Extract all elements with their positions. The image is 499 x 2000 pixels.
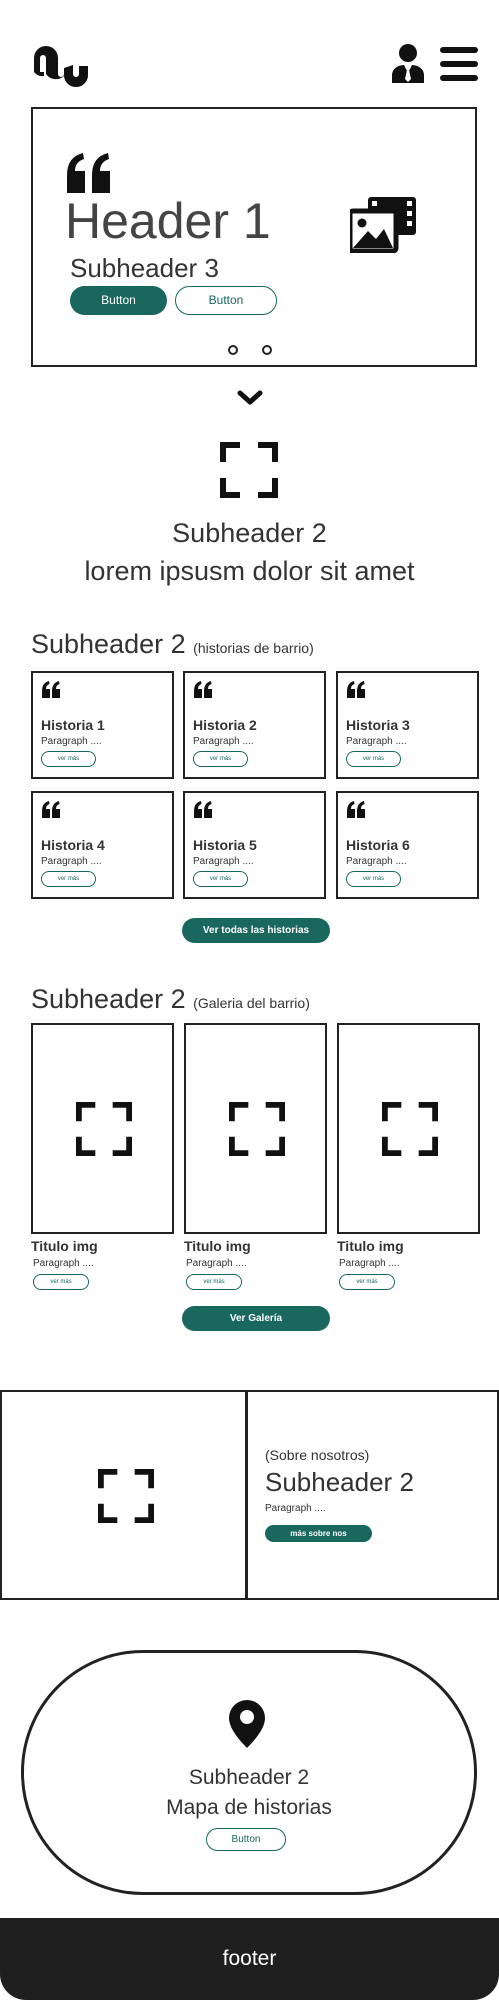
hero-secondary-button[interactable]: Button	[175, 286, 277, 315]
quote-icon	[193, 801, 213, 819]
story-paragraph: Paragraph ....	[41, 856, 102, 867]
gallery-item-title: Titulo img	[337, 1238, 404, 1254]
story-title: Historia 4	[41, 837, 105, 853]
story-paragraph: Paragraph ....	[193, 736, 254, 747]
gallery-button[interactable]: Ver Galería	[182, 1306, 330, 1331]
map-button[interactable]: Button	[206, 1828, 286, 1851]
story-card[interactable]	[336, 791, 479, 899]
expand-icon	[382, 1101, 438, 1157]
gallery-image[interactable]	[184, 1023, 327, 1234]
story-title: Historia 5	[193, 837, 257, 853]
expand-icon	[76, 1101, 132, 1157]
expand-icon	[220, 442, 278, 498]
user-tie-icon[interactable]	[390, 43, 426, 83]
about-button[interactable]: más sobre nos	[265, 1525, 372, 1542]
gallery-item-paragraph: Paragraph ....	[186, 1258, 247, 1269]
quote-icon	[346, 801, 366, 819]
story-title: Historia 1	[41, 717, 105, 733]
story-title: Historia 2	[193, 717, 257, 733]
hero-primary-button[interactable]: Button	[70, 286, 167, 315]
gallery-item-title: Titulo img	[31, 1238, 98, 1254]
gallery-item-paragraph: Paragraph ....	[33, 1258, 94, 1269]
story-paragraph: Paragraph ....	[346, 736, 407, 747]
gallery-title: Subheader 2	[31, 984, 186, 1014]
gallery-image[interactable]	[337, 1023, 480, 1234]
story-card[interactable]	[31, 671, 174, 779]
about-subheader: Subheader 2	[265, 1467, 414, 1497]
quote-icon	[193, 681, 213, 699]
gallery-more-button[interactable]: ver más	[33, 1274, 89, 1290]
map-pin-icon	[227, 1698, 267, 1750]
about-paragraph: Paragraph ....	[265, 1503, 326, 1514]
stories-note: (historias de barrio)	[193, 640, 314, 656]
gallery-more-button[interactable]: ver más	[186, 1274, 242, 1290]
story-more-button[interactable]: ver más	[193, 871, 248, 887]
stories-heading	[31, 628, 314, 664]
story-more-button[interactable]: ver más	[346, 751, 401, 767]
map-subheader: Subheader 2	[188, 1766, 310, 1789]
quote-icon	[41, 681, 61, 699]
story-card[interactable]	[31, 791, 174, 899]
map-section	[21, 1650, 477, 1895]
story-title: Historia 3	[346, 717, 410, 733]
footer: footer	[0, 1918, 499, 2000]
quote-icon	[41, 801, 61, 819]
all-stories-button[interactable]: Ver todas las historias	[182, 918, 330, 943]
stories-title: Subheader 2	[31, 629, 186, 659]
hero-subtitle: Subheader 3	[70, 253, 219, 283]
gallery-item-title: Titulo img	[184, 1238, 251, 1254]
carousel-dot-2[interactable]	[262, 345, 272, 355]
map-text: Mapa de historias	[166, 1796, 332, 1819]
story-more-button[interactable]: ver más	[41, 751, 96, 767]
expand-icon	[98, 1468, 154, 1524]
story-card[interactable]	[336, 671, 479, 779]
story-paragraph: Paragraph ....	[346, 856, 407, 867]
carousel-dot-1[interactable]	[228, 345, 238, 355]
about-panel	[246, 1390, 499, 1600]
about-label: (Sobre nosotros)	[265, 1447, 370, 1463]
gallery-heading	[31, 983, 310, 1019]
story-card[interactable]	[183, 791, 326, 899]
stumbleupon-logo-icon[interactable]	[30, 42, 96, 90]
hero-banner	[31, 107, 477, 367]
story-more-button[interactable]: ver más	[193, 751, 248, 767]
gallery-image[interactable]	[31, 1023, 174, 1234]
chevron-down-icon[interactable]	[237, 390, 263, 406]
hamburger-menu-icon[interactable]	[440, 47, 478, 81]
images-icon	[350, 197, 418, 253]
story-paragraph: Paragraph ....	[41, 736, 102, 747]
story-more-button[interactable]: ver más	[41, 871, 96, 887]
quote-icon	[65, 153, 113, 195]
intro-subheader: Subheader 2	[172, 518, 327, 548]
story-card[interactable]	[183, 671, 326, 779]
expand-icon	[229, 1101, 285, 1157]
about-image	[0, 1390, 247, 1600]
gallery-note: (Galeria del barrio)	[193, 995, 310, 1011]
story-title: Historia 6	[346, 837, 410, 853]
intro-text: lorem ipsusm dolor sit amet	[84, 556, 415, 586]
story-paragraph: Paragraph ....	[193, 856, 254, 867]
gallery-more-button[interactable]: ver más	[339, 1274, 395, 1290]
hero-title: Header 1	[65, 193, 271, 249]
story-more-button[interactable]: ver más	[346, 871, 401, 887]
quote-icon	[346, 681, 366, 699]
gallery-item-paragraph: Paragraph ....	[339, 1258, 400, 1269]
